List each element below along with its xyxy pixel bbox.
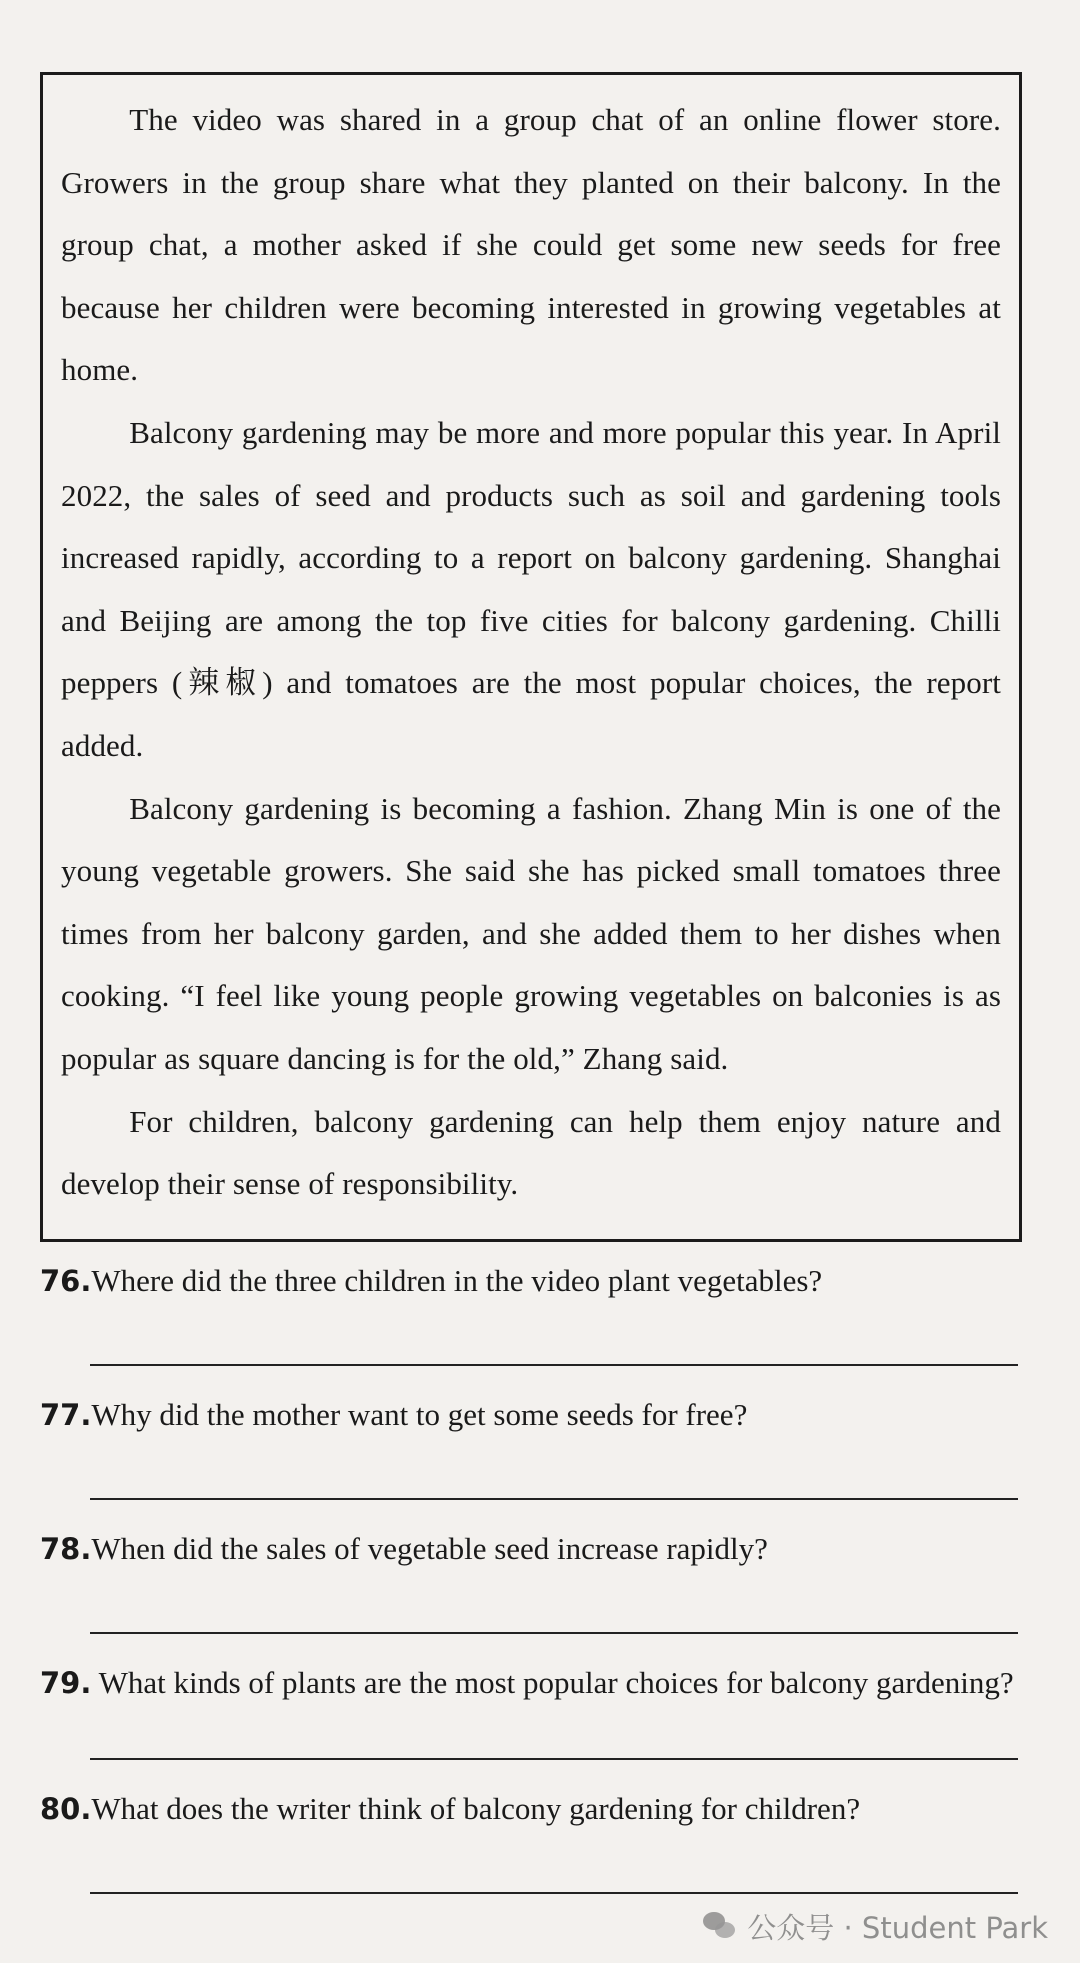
reading-passage-box xyxy=(40,72,1022,1242)
question-text: Why did the mother want to get some seeds for free? xyxy=(91,1397,748,1432)
question-text: What kinds of plants are the most popular choices for balcony gardening? xyxy=(98,1665,1014,1700)
question-number: 78. xyxy=(40,1532,92,1566)
question-text: Where did the three children in the video plant vegetables? xyxy=(91,1263,823,1298)
question-80 xyxy=(40,1778,1022,1894)
answer-line-80[interactable] xyxy=(90,1892,1018,1894)
passage-paragraph-1: The video was shared in a group chat of an online flower store. Growers in the group share what they planted on their balcony. In the group chat, a mother asked if she could get some new seeds for free because her children were becoming interested in growing vegetables at home. xyxy=(61,102,1001,388)
passage-paragraph-2: Balcony gardening may be more and more popular this year. In April 2022, the sales of seed and products such as soil and gardening tools increased rapidly, according to a report on balcony gardening. Shanghai and Beijing are among the top five cities for balcony gardening. Chilli peppers (辣椒) and tomatoes are the most popular choices, the report added. xyxy=(61,414,1001,763)
question-number: 76. xyxy=(40,1264,92,1298)
watermark-text: 公众号 · Student Park xyxy=(747,1911,1048,1945)
question-number: 77. xyxy=(40,1398,92,1432)
watermark xyxy=(703,1906,1048,1947)
question-text: What does the writer think of balcony gardening for children? xyxy=(91,1791,861,1826)
wechat-icon xyxy=(703,1912,737,1942)
question-79 xyxy=(40,1652,1022,1760)
question-text: When did the sales of vegetable seed increase rapidly? xyxy=(91,1531,768,1566)
question-78 xyxy=(40,1518,1022,1634)
question-77 xyxy=(40,1384,1022,1500)
passage-paragraph-3: Balcony gardening is becoming a fashion. Zhang Min is one of the young vegetable growers. She said she has picked small tomatoes three times from her balcony garden, and she added them to her dishes when cooking. “I feel like young people growing vegetables on balconies is as popular as square dancing is for the old,” Zhang said. xyxy=(61,790,1001,1076)
question-number: 79. xyxy=(40,1666,92,1700)
question-number: 80. xyxy=(40,1792,92,1826)
question-76 xyxy=(40,1250,1022,1366)
question-list xyxy=(40,1250,1022,1894)
passage-paragraph-4: For children, balcony gardening can help them enjoy nature and develop their sense of responsibility. xyxy=(61,1103,1001,1202)
